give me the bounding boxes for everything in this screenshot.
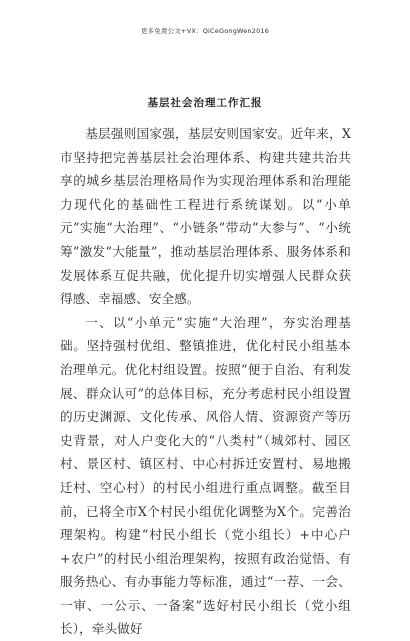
document-body xyxy=(60,122,351,641)
document-title: 基层社会治理工作汇报 xyxy=(147,97,263,109)
paragraph-section-one: 一、以“小单元”实施“大治理”，夯实治理基础。坚持强村优组、整镇推进，优化村民小组基本治理单元。优化村组设置。按照“便于自治、有利发展、群众认可”的总体目标，充分考虑村民小组设置的历史渊源、文化传承、风俗人情、资源资产等历史背景，对人户变化大的“八类村”（城郊村、园区村、景区村、镇区村、中心村拆迁安置村、易地搬迁村、空心村）的村民小组进行重点调整。截至目前，已将全市X个村民小组优化调整为X个。完善治理架构。构建“村民小组长（党小组长）+中心户+农户”的村民小组治理架构，按照有政治觉悟、有服务热心、有办事能力等标准，通过“一荐、一会、一审、一公示、一备案”选好村民小组长（党小组长），牵头做好 xyxy=(60,314,351,637)
page-header-note: 更多免费公文+VX：QiCeGongWen2016 xyxy=(140,27,270,35)
paragraph-intro: 基层强则国家强，基层安则国家安。近年来，X市坚持把完善基层社会治理体系、构建共建共治共享的城乡基层治理格局作为实现治理体系和治理能力现代化的基础性工程进行系统谋划。以“小单元”实施“大治理”、“小链条”带动“大参与”、“小统筹”激发“大能量”，推动基层治理体系、服务体系和发展体系互促共融，优化提升切实增强人民群众获得感、幸福感、安全感。 xyxy=(60,126,351,307)
